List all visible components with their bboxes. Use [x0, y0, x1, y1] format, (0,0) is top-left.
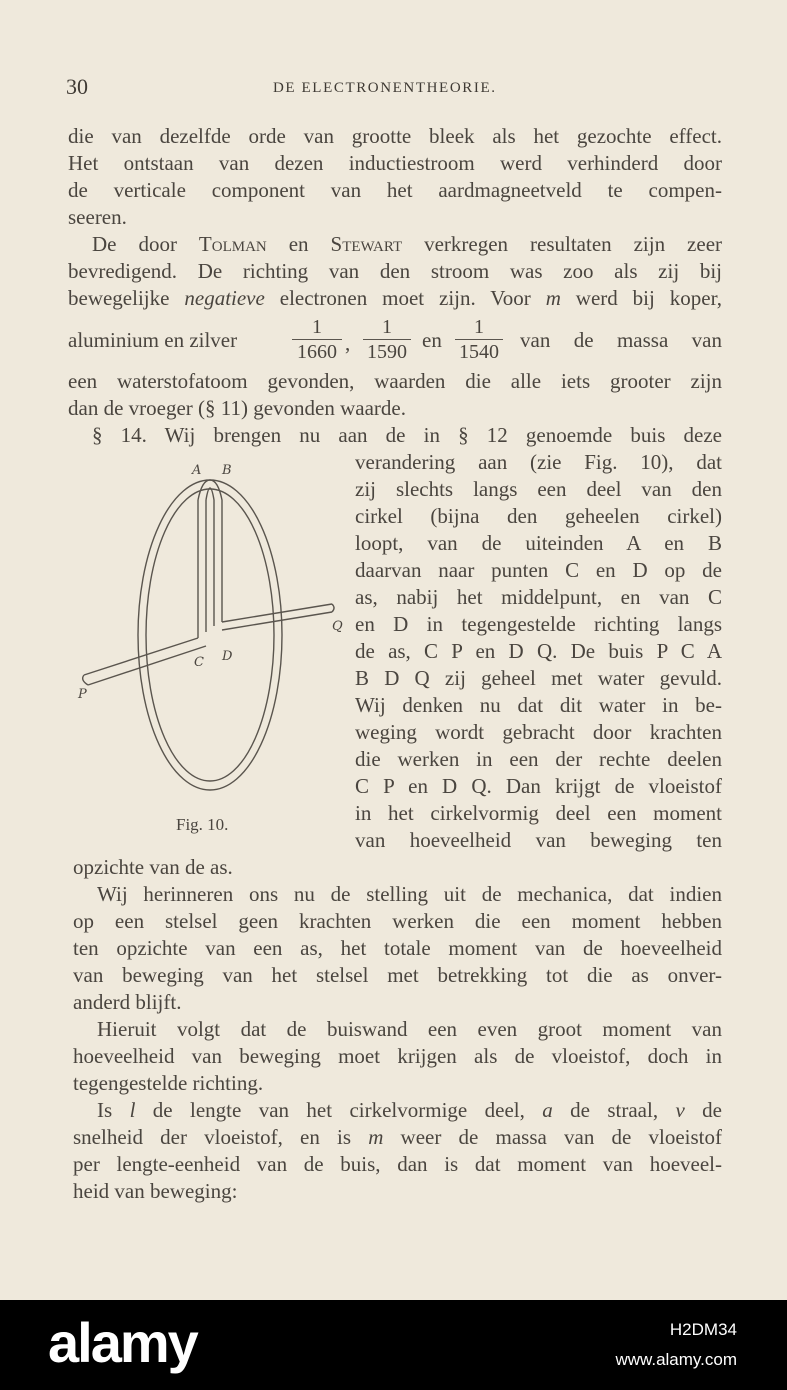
text-line: anderd blijft. [73, 990, 182, 1014]
text-line: die werken in een der rechte deelen [355, 747, 722, 771]
tube-axis-right-inner [222, 612, 332, 630]
alamy-logo: alamy [48, 1311, 197, 1374]
text-line: de verticale component van het aardmagneetveld te compen- [68, 178, 722, 202]
text-line: zij slechts langs een deel van den [355, 477, 722, 501]
tube-axis-right-outer [222, 604, 332, 622]
text-line: de as, C P en D Q. De buis P C A [355, 639, 722, 663]
circle-outer [138, 480, 282, 790]
image-id: H2DM34 [669, 1320, 737, 1339]
label-p: P [78, 687, 87, 702]
stock-footer-bar [0, 1300, 787, 1390]
author-stewart: Stewart [330, 232, 403, 256]
text-line: per lengte-eenheid van de buis, dan is dat moment van hoeveel- [73, 1152, 722, 1176]
text-line: tegengestelde richting. [73, 1071, 264, 1095]
label-c: C [194, 655, 204, 670]
text-line: van de massa van [520, 328, 722, 352]
text-line: opzichte van de as. [73, 855, 233, 879]
text-line: seeren. [68, 205, 127, 229]
text-line: dan de vroeger (§ 11) gevonden waarde. [68, 396, 406, 420]
text-line: loopt, van de uiteinden A en B [355, 531, 722, 555]
text-line: en D in tegengestelde richting langs [355, 612, 722, 636]
tube-branch-b [206, 488, 214, 626]
text-line: daarvan naar punten C en D op de [355, 558, 722, 582]
text-line: van beweging van het stelsel met betrekking tot die as onver- [73, 963, 722, 987]
text-line: in het cirkelvormig deel een moment [355, 801, 722, 825]
text-line: Het ontstaan van dezen inductiestroom werd verhinderd door [68, 151, 722, 175]
fraction-1660: 1 1660 [292, 316, 342, 364]
text-line: op een stelsel geen krachten werken die een moment hebben [73, 909, 722, 933]
text-line: hoeveelheid van beweging moet krijgen als de vloeistof, doch in [73, 1044, 722, 1068]
text-line: van hoeveelheid van beweging ten [355, 828, 722, 852]
tube-axis-left-outer [84, 638, 198, 675]
site-url: www.alamy.com [615, 1350, 737, 1369]
text-line: een waterstofatoom gevonden, waarden die alle iets grooter zijn [68, 369, 722, 393]
circle-inner [146, 489, 274, 781]
text-line: Wij denken nu dat dit water in be- [355, 693, 722, 717]
text-en: en [422, 328, 442, 352]
label-b: B [222, 463, 232, 478]
text-line: bewegelijke negatieve electronen moet zijn. Voor m werd bij koper, [68, 286, 722, 310]
text-line: Hieruit volgt dat de buiswand een even groot moment van [97, 1017, 722, 1041]
page-number: 30 [66, 74, 88, 99]
comma: , [345, 331, 351, 355]
text-line: die van dezelfde orde van grootte bleek als het gezochte effect. [68, 124, 722, 148]
text-line: cirkel (bijna den geheelen cirkel) [355, 504, 722, 528]
text-line: B D Q zij geheel met water gevuld. [355, 666, 722, 690]
figure-caption: Fig. 10. [176, 815, 229, 834]
text-line: ten opzichte van een as, het totale moment van de hoeveelheid [73, 936, 722, 960]
label-q: Q [332, 619, 343, 634]
running-title: DE ELECTRONENTHEORIE. [273, 80, 497, 96]
text-line: verandering aan (zie Fig. 10), dat [355, 450, 722, 474]
fraction-1590: 1 1590 [363, 316, 411, 364]
text-line: De door Tolman en Stewart verkregen resultaten zijn zeer [92, 232, 723, 256]
author-tolman: Tolman [198, 232, 267, 256]
text-line: snelheid der vloeistof, en is m weer de massa van de vloeistof [73, 1125, 722, 1149]
label-d: D [222, 649, 233, 664]
text-line: bevredigend. De richting van den stroom was zoo als zij bij [68, 259, 722, 283]
text-line: as, nabij het middelpunt, en van C [355, 585, 722, 609]
text-line: § 14. Wij brengen nu aan de in § 12 genoemde buis deze [92, 423, 722, 447]
text-line: aluminium en zilver [68, 328, 238, 352]
text-line: Is l de lengte van het cirkelvormige deel, a de straal, v de [97, 1098, 723, 1122]
fraction-1540: 1 1540 [455, 316, 503, 364]
figure-10-tube-diagram [70, 460, 350, 810]
label-a: A [192, 463, 202, 478]
text-line: heid van beweging: [73, 1179, 238, 1203]
text-line: C P en D Q. Dan krijgt de vloeistof [355, 774, 722, 798]
tube-branch-a [198, 480, 222, 622]
text-line: weging wordt gebracht door krachten [355, 720, 722, 744]
text-line: Wij herinneren ons nu de stelling uit de mechanica, dat indien [97, 882, 722, 906]
